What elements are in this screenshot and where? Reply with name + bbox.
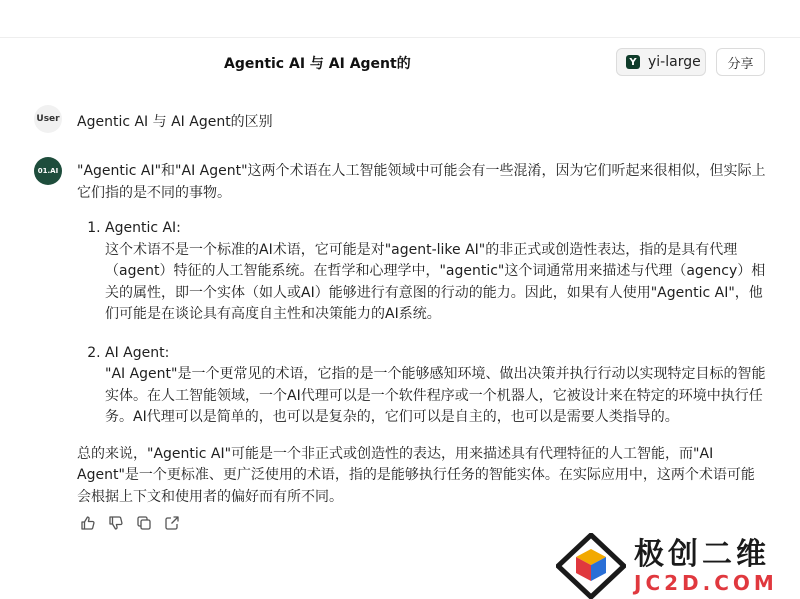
watermark-logo-icon bbox=[556, 533, 626, 599]
share-button[interactable]: 分享 bbox=[716, 48, 765, 76]
user-message: Agentic AI 与 AI Agent的区别 bbox=[77, 114, 273, 130]
list-item bbox=[105, 343, 767, 429]
list-item-title: Agentic AI: bbox=[105, 220, 181, 236]
copy-icon[interactable] bbox=[136, 515, 152, 531]
model-label: yi-large bbox=[648, 54, 701, 70]
watermark bbox=[556, 533, 800, 599]
user-avatar: User bbox=[34, 105, 62, 133]
share-out-icon[interactable] bbox=[164, 515, 180, 531]
list-item bbox=[105, 218, 767, 326]
ai-response bbox=[77, 161, 767, 508]
list-item-text: "AI Agent"是一个更常见的术语，它指的是一个能够感知环境、做出决策并执行行动以实现特定目标的智能实体。在人工智能领域，一个AI代理可以是一个软件程序或一个机器人，它被设计来在特定的环境中执行任务。AI代理可以是简单的，也可以是复杂的，它们可以是自主的，也可以是需要人类指导的。 bbox=[105, 366, 766, 425]
list-item-title: AI Agent: bbox=[105, 344, 170, 361]
model-logo-icon: Y bbox=[626, 55, 640, 69]
message-actions bbox=[80, 515, 180, 531]
watermark-en-text: JC2D.COM bbox=[634, 571, 778, 595]
ai-item-list bbox=[77, 218, 767, 429]
model-selector-button[interactable] bbox=[616, 48, 706, 76]
ai-intro: "Agentic AI"和"AI Agent"这两个术语在人工智能领域中可能会有一些混淆，因为它们听起来很相似，但实际上它们指的是不同的事物。 bbox=[77, 163, 766, 201]
top-divider bbox=[0, 37, 800, 38]
conversation-title: Agentic AI 与 AI Agent的 bbox=[224, 56, 411, 72]
watermark-cn-text: 极创二维 bbox=[634, 537, 770, 572]
ai-avatar: 01.AI bbox=[34, 157, 62, 185]
list-item-text: 这个术语不是一个标准的AI术语，它可能是对"agent-like AI"的非正式或创造性表达，指的是具有代理（agent）特征的人工智能系统。在哲学和心理学中，"agentic"这个词通常用来描述与代理（agency）相关的属性，即一个实体（如人或AI）能够进行有意图的行动的能力。因此，如果有人使用"Agentic AI"，他们可能是在谈论具有高度自主性和决策能力的AI系统。 bbox=[105, 241, 766, 322]
thumbs-up-icon[interactable] bbox=[80, 515, 96, 531]
ai-conclusion: 总的来说，"Agentic AI"可能是一个非正式或创造性的表达，用来描述具有代理特征的人工智能，而"AI Agent"是一个更标准、更广泛使用的术语，指的是能够执行任务的智能实体。在实际应用中，这两个术语可能会根据上下文和使用者的偏好而有所不同。 bbox=[77, 445, 755, 505]
thumbs-down-icon[interactable] bbox=[108, 515, 124, 531]
